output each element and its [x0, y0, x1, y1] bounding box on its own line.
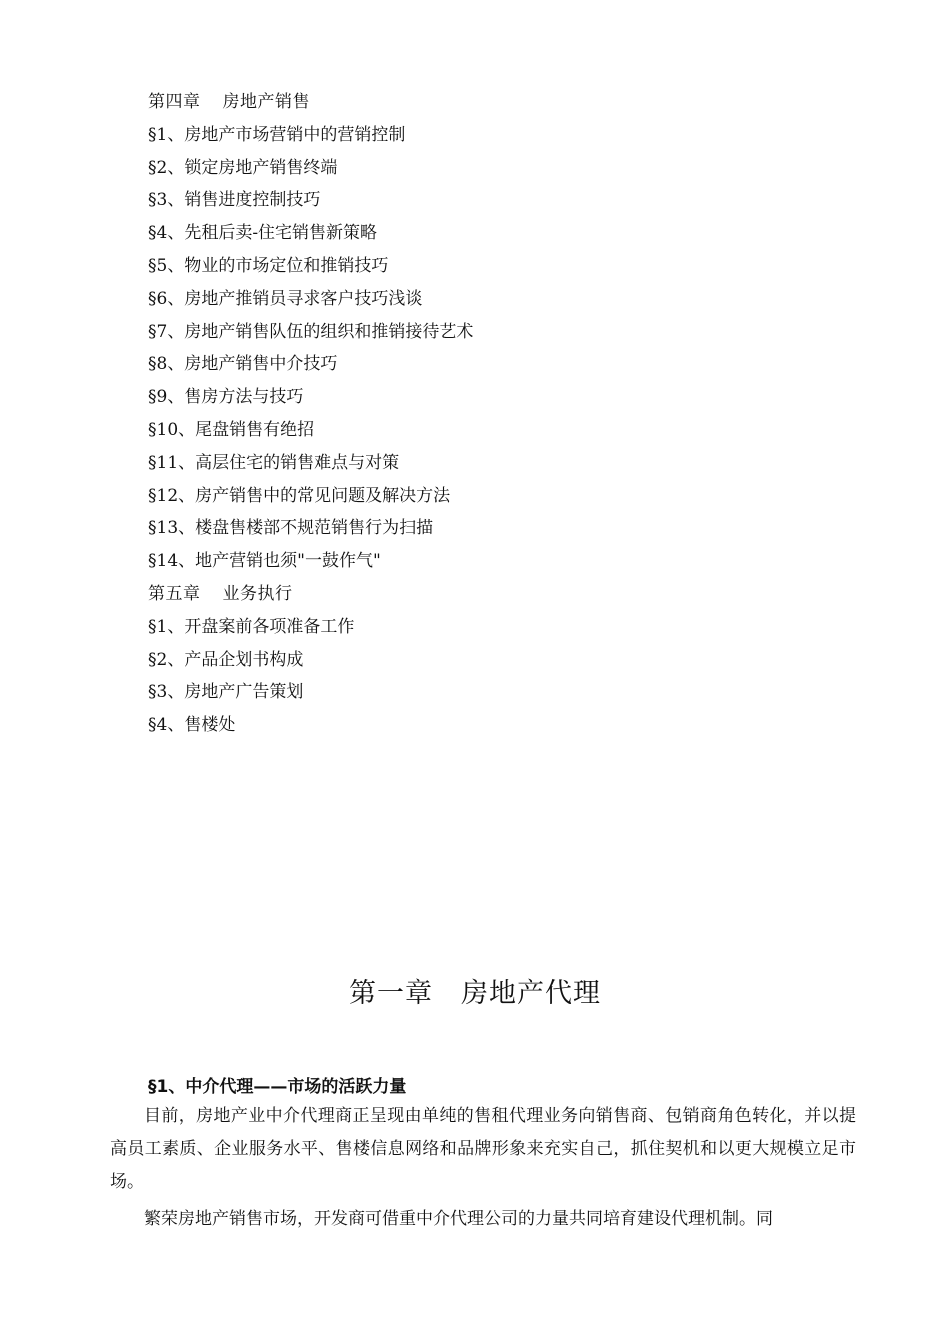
toc-item: §2、产品企划书构成: [148, 649, 304, 670]
toc-item: §3、销售进度控制技巧: [148, 190, 321, 211]
toc-item: §1、开盘案前各项准备工作: [148, 616, 355, 637]
toc-item: §4、先租后卖-住宅销售新策略: [148, 223, 378, 244]
chapter-number: 第一章: [349, 978, 433, 1009]
toc-item: §5、物业的市场定位和推销技巧: [148, 255, 389, 276]
toc-item: §4、售楼处: [148, 715, 236, 736]
toc-chapter-title: 业务执行: [222, 583, 293, 604]
toc-item: §1、房地产市场营销中的营销控制: [148, 124, 406, 145]
toc-chapter-4: [148, 86, 848, 119]
toc-item: §13、楼盘售楼部不规范销售行为扫描: [148, 518, 434, 539]
toc-item: §11、高层住宅的销售难点与对策: [148, 452, 400, 473]
section-heading: §1、中介代理——市场的活跃力量: [148, 1077, 407, 1097]
toc-chapter-number: 第四章: [148, 92, 201, 112]
toc-chapter-number: 第五章: [148, 583, 201, 604]
toc-chapter-5: [148, 578, 848, 611]
toc-item: §6、房地产推销员寻求客户技巧浅谈: [148, 288, 423, 309]
toc-item: §10、尾盘销售有绝招: [148, 419, 315, 440]
chapter-title: 房地产代理: [461, 978, 601, 1009]
body-paragraph: 繁荣房地产销售市场，开发商可借重中介代理公司的力量共同培育建设代理机制。同: [144, 1209, 773, 1229]
table-of-contents: [148, 86, 848, 742]
toc-item: §3、房地产广告策划: [148, 682, 304, 703]
toc-item: §9、售房方法与技巧: [148, 387, 304, 408]
toc-item: §12、房产销售中的常见问题及解决方法: [148, 485, 451, 506]
toc-item: §2、锁定房地产销售终端: [148, 157, 338, 178]
toc-item: §14、地产营销也须"一鼓作气": [148, 551, 381, 572]
toc-item: §7、房地产销售队伍的组织和推销接待艺术: [148, 321, 474, 342]
chapter-heading: [0, 972, 950, 1016]
toc-item: §8、房地产销售中介技巧: [148, 354, 338, 375]
body-paragraph: 目前，房地产业中介代理商正呈现由单纯的售租代理业务向销售商、包销商角色转化，并以提高员工素质、企业服务水平、售楼信息网络和品牌形象来充实自己，抓住契机和以更大规模立足市场。: [110, 1106, 856, 1192]
toc-chapter-title: 房地产销售: [222, 92, 310, 112]
